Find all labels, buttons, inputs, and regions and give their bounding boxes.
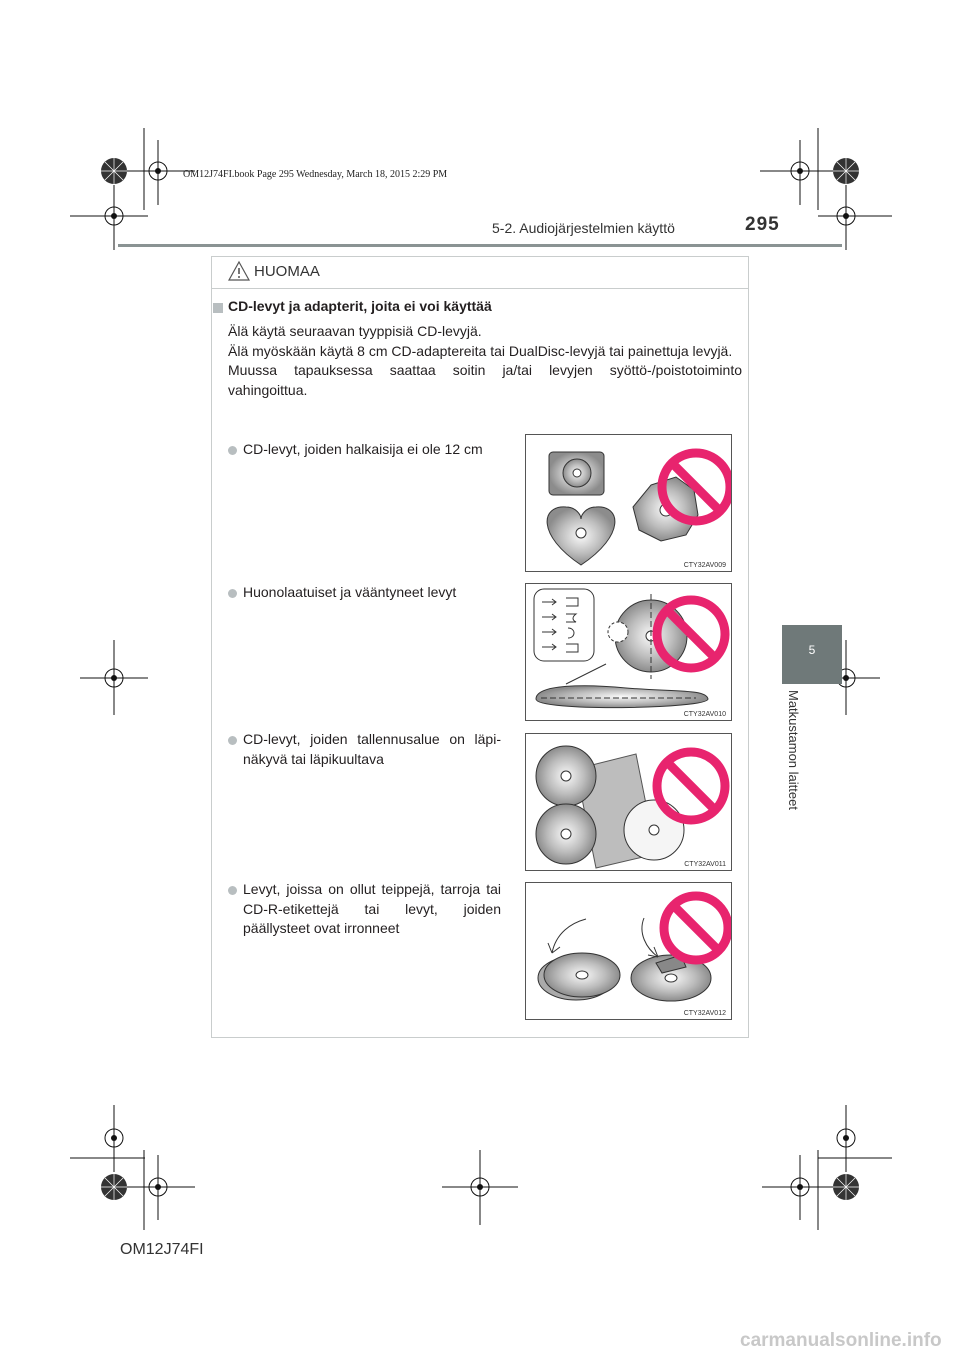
header-rule (118, 244, 842, 247)
case-text: CD-levyt, joiden tallennusalue on läpi-näkyvä tai läpikuultava (243, 731, 501, 767)
warning-icon (228, 260, 250, 282)
illustration-transparent-discs (525, 733, 732, 871)
watermark: carmanualsonline.info (740, 1330, 942, 1351)
print-info: OM12J74FI.book Page 295 Wednesday, March 18, 2015 2:29 PM (183, 169, 448, 180)
document-code: OM12J74FI (120, 1241, 204, 1258)
square-bullet-icon (213, 303, 223, 313)
chapter-number: 5 (808, 643, 816, 657)
image-code: CTY32AV011 (684, 861, 726, 868)
illustration-odd-shaped-discs (525, 434, 732, 572)
illustration-warped-discs (525, 583, 732, 721)
section-title: 5-2. Audiojärjestelmien käyttö (492, 220, 675, 236)
notice-heading: CD-levyt ja adapterit, joita ei voi käyttää (228, 298, 492, 314)
image-code: CTY32AV012 (683, 1010, 726, 1017)
bullet-dot-icon (228, 589, 237, 598)
bullet-dot-icon (228, 446, 237, 455)
notice-title: HUOMAA (254, 263, 320, 280)
bullet-dot-icon (228, 886, 237, 895)
page-number: 295 (745, 214, 780, 235)
case-text: Huonolaatuiset ja vääntyneet levyt (243, 584, 457, 600)
image-code: CTY32AV009 (683, 562, 726, 569)
case-text: Levyt, joissa on ollut teippejä, tarroja tai CD-R-etikettejä tai levyt, joiden päällysteet ovat irronneet (243, 881, 501, 936)
notice-intro: Älä käytä seuraavan tyyppisiä CD-levyjä. Älä myöskään käytä 8 cm CD-adaptereita tai DualDisc-levyjä tai painettuja levyjä. Muussa tapauksessa saattaa soitin ja/tai levyjen syöttö-/poistotoiminto vahingoittua. (228, 323, 742, 398)
illustration-labeled-discs (525, 882, 732, 1020)
bullet-dot-icon (228, 736, 237, 745)
case-text: CD-levyt, joiden halkaisija ei ole 12 cm (243, 441, 483, 457)
image-code: CTY32AV010 (683, 711, 726, 718)
chapter-label: Matkustamon laitteet (786, 690, 801, 810)
